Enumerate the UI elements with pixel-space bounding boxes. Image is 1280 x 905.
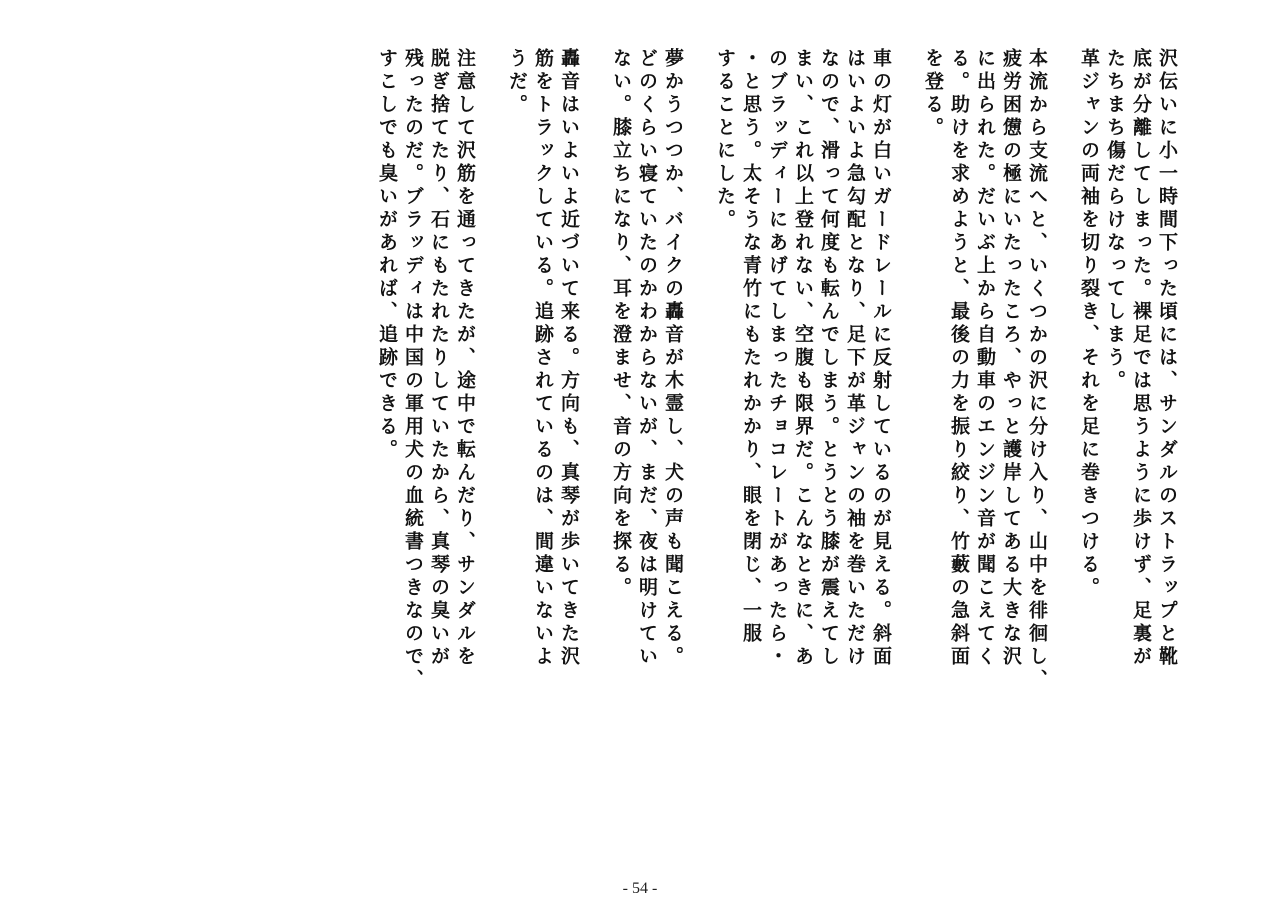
text-line: 革ジャンの両袖を切り裂き、それを足に巻きつける。	[1078, 48, 1100, 600]
paragraph	[920, 48, 1050, 692]
page-number: - 54 -	[622, 880, 658, 897]
text-line: 夢かうつつか、バイクの轟音が木霊し、犬の声も聞こえる。	[662, 48, 684, 669]
paragraph	[374, 48, 478, 692]
text-line: 疲労困憊の極にいたったころ、やっと護岸してある大きな沢	[1000, 48, 1022, 669]
text-line: を登る。	[922, 48, 944, 140]
text-line: る。助けを求めようと、最後の力を振り絞り、竹藪の急斜面	[948, 48, 970, 669]
paragraph	[608, 48, 686, 669]
paragraph	[712, 48, 894, 669]
text-line: 脱ぎ捨てたり、石にもたれたりしていたから、真琴の臭いが	[428, 48, 450, 669]
text-line: たちまち傷だらけなってしまう。	[1104, 48, 1126, 393]
text-line: すこしでも臭いがあれば、追跡できる。	[376, 48, 398, 462]
text-line: 沢伝いに小一時間下った頃には、サンダルのストラップと靴	[1156, 48, 1178, 669]
text-line: なので、滑って何度も転んでしまう。とうとう膝が震えてし	[818, 48, 840, 669]
text-line: 残ったのだ。ブラッディは中国の軍用犬の血統書つきなので、	[402, 48, 424, 692]
text-line: のブラッディーにあげてしまったチョコレートがあったら・	[766, 48, 788, 669]
paragraph	[504, 48, 582, 669]
text-line: 底が分離してしまった。裸足では思うように歩けず、足裏が	[1130, 48, 1152, 669]
text-line: 筋をトラックしている。追跡されているのは、間違いないよ	[532, 48, 554, 669]
text-line: はいよいよ急勾配となり、足下が革ジャンの袖を巻いただけ	[844, 48, 866, 669]
text-line: ・と思う。太そうな青竹にもたれかかり、眼を閉じ、一服	[740, 48, 762, 646]
text-line: に出られた。だいぶ上から自動車のエンジン音が聞こえてく	[974, 48, 996, 669]
text-line: することにした。	[714, 48, 736, 232]
text-line: 轟音はいよいよ近づいて来る。方向も、真琴が歩いてきた沢	[558, 48, 580, 669]
text-line: まい、これ以上登れない、空腹も限界だ。こんなときに、あ	[792, 48, 814, 669]
text-line: うだ。	[506, 48, 528, 117]
text-line: 本流から支流へと、いくつかの沢に分け入り、山中を徘徊し、	[1026, 48, 1048, 692]
text-line: どのくらい寝ていたのかわからないが、まだ、夜は明けてい	[636, 48, 658, 669]
paragraph	[1076, 48, 1180, 669]
text-line: ない。膝立ちになり、耳を澄ませ、音の方向を探る。	[610, 48, 632, 600]
text-line: 車の灯が白いガードレールに反射しているのが見える。斜面	[870, 48, 892, 669]
text-line: 注意して沢筋を通ってきたが、途中で転んだり、サンダルを	[454, 48, 476, 669]
vertical-body-text	[374, 48, 1180, 692]
